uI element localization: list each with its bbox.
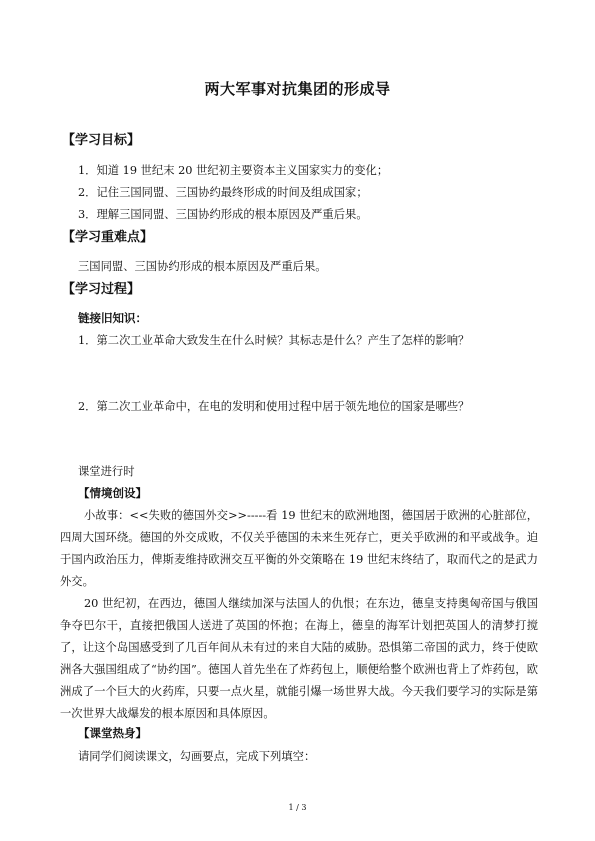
objective-item-3: 3．理解三国同盟、三国协约形成的根本原因及严重后果。: [78, 208, 368, 221]
objective-item-1: 1．知道 19 世纪末 20 世纪初主要资本主义国家实力的变化；: [78, 164, 389, 177]
question-1: 1．第二次工业革命大致发生在什么时候？其标志是什么？产生了怎样的影响？: [78, 334, 470, 347]
objective-item-2: 2．记住三国同盟、三国协约最终形成的时间及组成国家；: [78, 186, 368, 199]
scenario-heading: 【情境创设】: [78, 486, 147, 500]
question-2: 2．第二次工业革命中，在电的发明和使用过程中居于领先地位的国家是哪些？: [78, 400, 470, 413]
warmup-text: 请同学们阅读课文，勾画要点，完成下列填空：: [78, 750, 316, 763]
link-knowledge-label: 链接旧知识：: [78, 311, 147, 325]
keypoints-heading: 【学习重难点】: [62, 230, 154, 245]
page-number: 1 / 3: [288, 803, 307, 812]
keypoints-text: 三国同盟、三国协约形成的根本原因及严重后果。: [78, 260, 327, 273]
warmup-heading: 【课堂热身】: [78, 726, 147, 740]
scenario-paragraph-2: 20 世纪初，在西边，德国人继续加深与法国人的仇恨；在东边，德皇支持奥匈帝国与俄国争夺巴尔干，直接把俄国人送进了英国的怀抱；在海上，德皇的海军计划把英国人的清梦打搅了，让这个岛国感受到了几百年间从未有过的来自大陆的威胁。恐惧第二帝国的武力，终于使欧洲各大强国组成了“协约国”。德国人首先坐在了炸药包上，顺便给整个欧洲也背上了炸药包，欧洲成了一个巨大的火药库，只要一点火星，就能引爆一场世界大战。今天我们要学习的实际是第一次世界大战爆发的根本原因和具体原因。: [60, 597, 538, 720]
document-title: 两大军事对抗集团的形成导: [204, 80, 391, 98]
process-heading: 【学习过程】: [62, 282, 141, 297]
scenario-paragraph-1: 小故事：<<失败的德国外交>>-----看 19 世纪末的欧洲地图，德国居于欧洲的心脏部位，四周大国环绕。德国的外交成败，不仅关乎德国的未来生死存亡，更关乎欧洲的和平或战争。迫于国内政治压力，俾斯麦维持欧洲交互平衡的外交策略在 19 世纪末终结了，取而代之的是武力外交。: [60, 509, 538, 588]
classroom-label: 课堂进行时: [78, 465, 135, 478]
objectives-heading: 【学习目标】: [62, 133, 141, 148]
